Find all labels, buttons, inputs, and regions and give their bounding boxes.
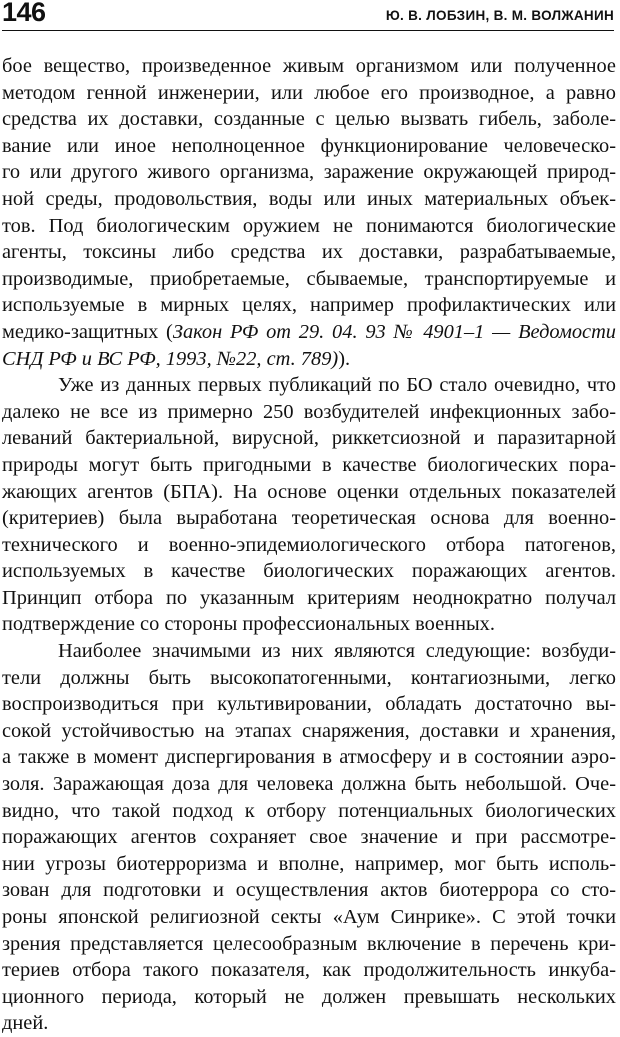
text-line: тов. Под биологическим оружием не понимаются биологические — [2, 214, 616, 237]
text-line: дней. — [2, 1012, 49, 1035]
text-line: зован для подготовки и осуществления актов биотеррора со сто- — [2, 879, 616, 902]
text-line: подтверждение со стороны профессиональных военных. — [2, 613, 495, 636]
text-line: средства их доставки, созданные с целью вызвать гибель, заболе- — [2, 108, 616, 131]
text-line: леваний бактериальной, вирусной, риккетсиозной и паразитарной — [2, 427, 616, 450]
text-line: (критериев) была выработана теоретическая основа для военно- — [2, 507, 616, 530]
text-line: производимые, приобретаемые, сбываемые, транспортируемые и — [2, 267, 616, 290]
text-line: тели должны быть высокопатогенными, контагиозными, легко — [2, 666, 616, 689]
text-line: золя. Заражающая доза для человека должна быть небольшой. Оче- — [2, 773, 616, 796]
running-head-authors: Ю. В. ЛОБЗИН, В. М. ВОЛЖАНИН — [385, 8, 614, 23]
text-line: поражающих агентов сохраняет свое значение и при рассмотре- — [2, 826, 616, 849]
text-line: воспроизводиться при культивировании, обладать достаточно вы- — [2, 693, 616, 716]
text-line: роны японской религиозной секты «Аум Синрике». С этой точки — [2, 906, 616, 928]
text-line: сокой устойчивостью на этапах снаряжения, доставки и хранения, — [2, 719, 616, 742]
text-line: медико-защитных (Закон РФ от 29. 04. 93 № 4901–1 — Ведомости — [2, 320, 616, 343]
text-line: жающих агентов (БПА). На основе оценки отдельных показателей — [2, 480, 616, 503]
text-line: ной среды, продовольствия, воды или иных материальных объек- — [2, 187, 616, 210]
text-line: природы могут быть пригодными в качестве биологических пора- — [2, 453, 616, 476]
page-number: 146 — [2, 0, 46, 27]
paragraph — [2, 53, 616, 372]
body-text — [2, 53, 616, 1037]
paragraph — [2, 638, 616, 1037]
text-line: териев отбора такого показателя, как продолжительность инкуба- — [2, 959, 616, 982]
text-line: Принцип отбора по указанным критериям неоднократно получал — [2, 586, 616, 609]
text-line: зрения представляется целесообразным включение в перечень кри- — [2, 932, 616, 955]
text-line: Наиболее значимыми из них являются следующие: возбуди- — [58, 640, 616, 663]
text-line: го или другого живого организма, заражение окружающей природ- — [2, 161, 616, 184]
text-line: вание или иное неполноценное функционирование человеческо- — [2, 134, 616, 157]
paragraph — [2, 372, 616, 638]
text-line: далеко не все из примерно 250 возбудителей инфекционных забо- — [2, 400, 616, 423]
text-line: ционного периода, который не должен превышать нескольких — [2, 985, 616, 1008]
text-line: используемых в качестве биологических поражающих агентов. — [2, 560, 616, 583]
text-line: агенты, токсины либо средства их доставки, разрабатываемые, — [2, 241, 616, 264]
text-line: СНД РФ и ВС РФ, 1993, №22, ст. 789)). — [2, 347, 351, 370]
text-line: а также в момент диспергирования в атмосферу и в состоянии аэро- — [2, 746, 616, 769]
text-line: Уже из данных первых публикаций по БО стало очевидно, что — [58, 374, 616, 397]
text-line: методом генной инженерии, или любое его производное, а равно — [2, 81, 616, 104]
text-line: технического и военно-эпидемиологического отбора патогенов, — [2, 533, 616, 556]
text-line: используемые в мирных целях, например профилактических или — [2, 294, 616, 317]
text-line: бое вещество, произведенное живым организмом или полученное — [2, 55, 616, 77]
page-header — [2, 0, 614, 31]
text-line: видно, что такой подход к отбору потенциальных биологических — [2, 799, 616, 822]
text-line: нии угрозы биотерроризма и вполне, например, мог быть исполь- — [2, 852, 616, 875]
